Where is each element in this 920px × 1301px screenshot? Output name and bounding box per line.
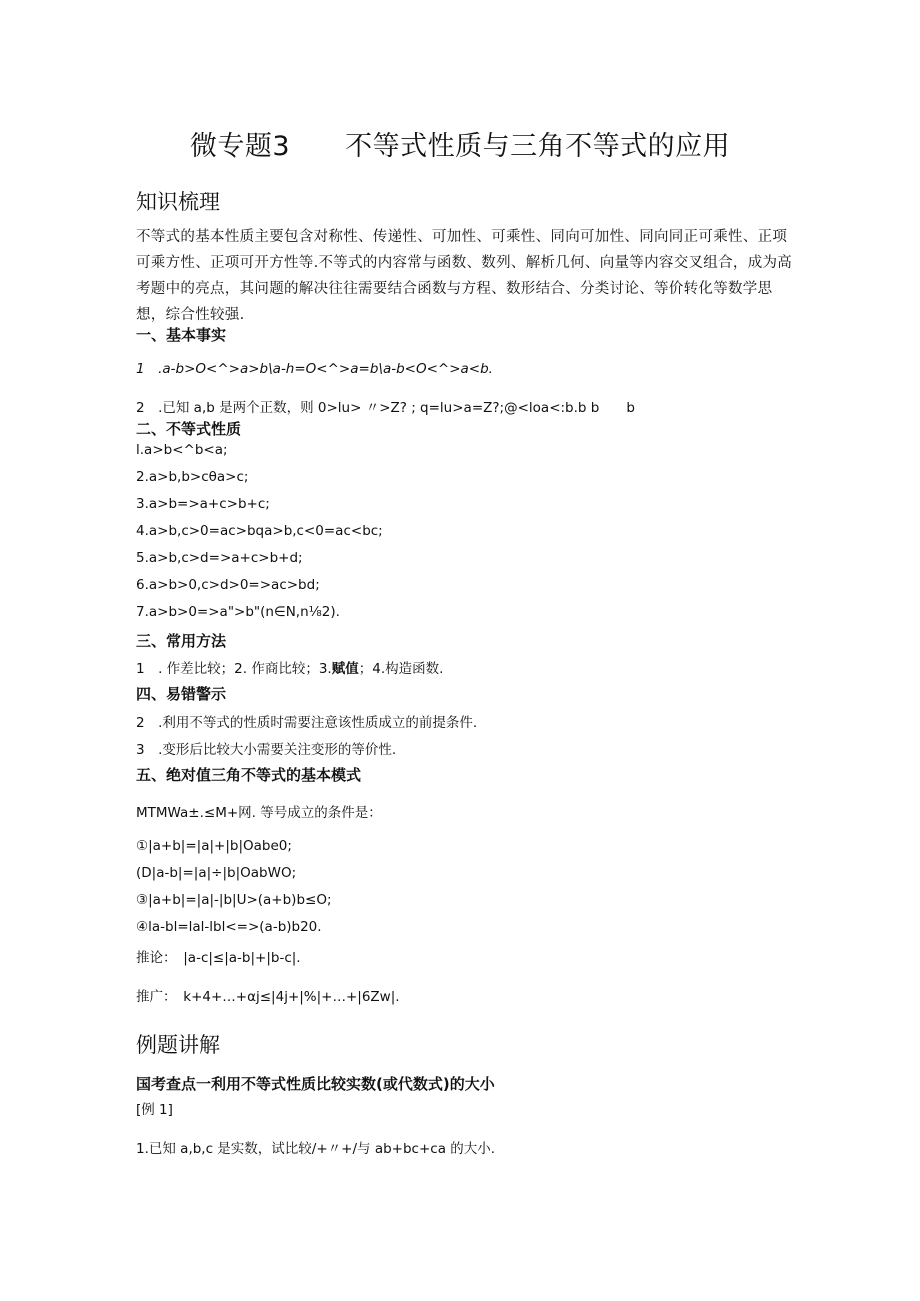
abs-condition-1: ①|a+b|=|a|+|b|Oabe0;	[136, 838, 292, 854]
abs-condition-3: ③|a+b|=|a|-|b|U>(a+b)b≤O;	[136, 892, 332, 908]
property-5: 5.a>b,c>d=>a+c>b+d;	[136, 550, 303, 566]
example-1-text: 1.已知 a,b,c 是实数，试比较/+〃+/与 ab+bc+ca 的大小.	[136, 1141, 496, 1157]
heading-abs-inequality: 五、绝对值三角不等式的基本模式	[136, 766, 362, 784]
property-7: 7.a>b>0=>a">b"(n∈N,n⅛2).	[136, 604, 340, 620]
abs-generalization: 推广： k+4+…+αj≤|4j+|%|+…+|6Zw|.	[136, 989, 400, 1005]
heading-methods: 三、常用方法	[136, 632, 227, 650]
intro-paragraph: 不等式的基本性质主要包含对称性、传递性、可加性、可乘性、同向可加性、同向同正可乘性、正项可乘方性、正项可开方性等.不等式的内容常与函数、数列、解析几何、向量等内容交叉组合，成为高考题中的亮点，其问题的解决往往需要结合函数与方程、数形结合、分类讨论、等价转化等数学思想，综合性较强.	[136, 229, 793, 323]
warning-2: 3 .变形后比较大小需要关注变形的等价性.	[136, 742, 397, 758]
abs-corollary: 推论： |a-c|≤|a-b|+|b-c|.	[136, 950, 301, 966]
abs-condition-4: ④la-bl=lal-lbl<=>(a-b)b20.	[136, 919, 322, 935]
methods-line-bold: 赋值	[331, 661, 359, 677]
property-2: 2.a>b,b>cθa>c;	[136, 469, 249, 485]
property-1: l.a>b<^b<a;	[136, 442, 228, 458]
methods-line	[136, 657, 443, 677]
heading-warnings: 四、易错警示	[136, 685, 227, 703]
heading-basic-facts: 一、基本事实	[136, 326, 227, 344]
basic-fact-2: 2 .已知 a,b 是两个正数，则 0>lu> 〃>Z? ; q=lu>a=Z?;@<loa<:b.b b b	[136, 400, 635, 416]
methods-line-prefix: 1 . 作差比较；2. 作商比较；3.	[136, 661, 332, 677]
property-3: 3.a>b=>a+c>b+c;	[136, 496, 270, 512]
methods-line-suffix: ；4.构造函数.	[358, 661, 444, 677]
heading-properties: 二、不等式性质	[136, 420, 242, 438]
section-heading-examples: 例题讲解	[136, 1033, 220, 1057]
warning-1: 2 .利用不等式的性质时需要注意该性质成立的前提条件.	[136, 715, 478, 731]
basic-fact-1: 1 .a-b>O<^>a>b\a-h=O<^>a=b\a-b<O<^>a<b.	[136, 361, 493, 377]
abs-condition-2: (D|a-b|=|a|÷|b|OabWO;	[136, 865, 297, 881]
abs-inequality-intro: MTMWa±.≤M+网. 等号成立的条件是：	[136, 805, 382, 821]
page-title: 微专题3 不等式性质与三角不等式的应用	[189, 131, 731, 162]
exam-point-heading: 国考查点一利用不等式性质比较实数(或代数式)的大小	[136, 1075, 495, 1093]
section-heading-knowledge: 知识梳理	[136, 190, 220, 214]
example-label: [例 1]	[136, 1102, 173, 1118]
property-6: 6.a>b>0,c>d>0=>ac>bd;	[136, 577, 320, 593]
property-4: 4.a>b,c>0=ac>bqa>b,c<0=ac<bc;	[136, 523, 383, 539]
